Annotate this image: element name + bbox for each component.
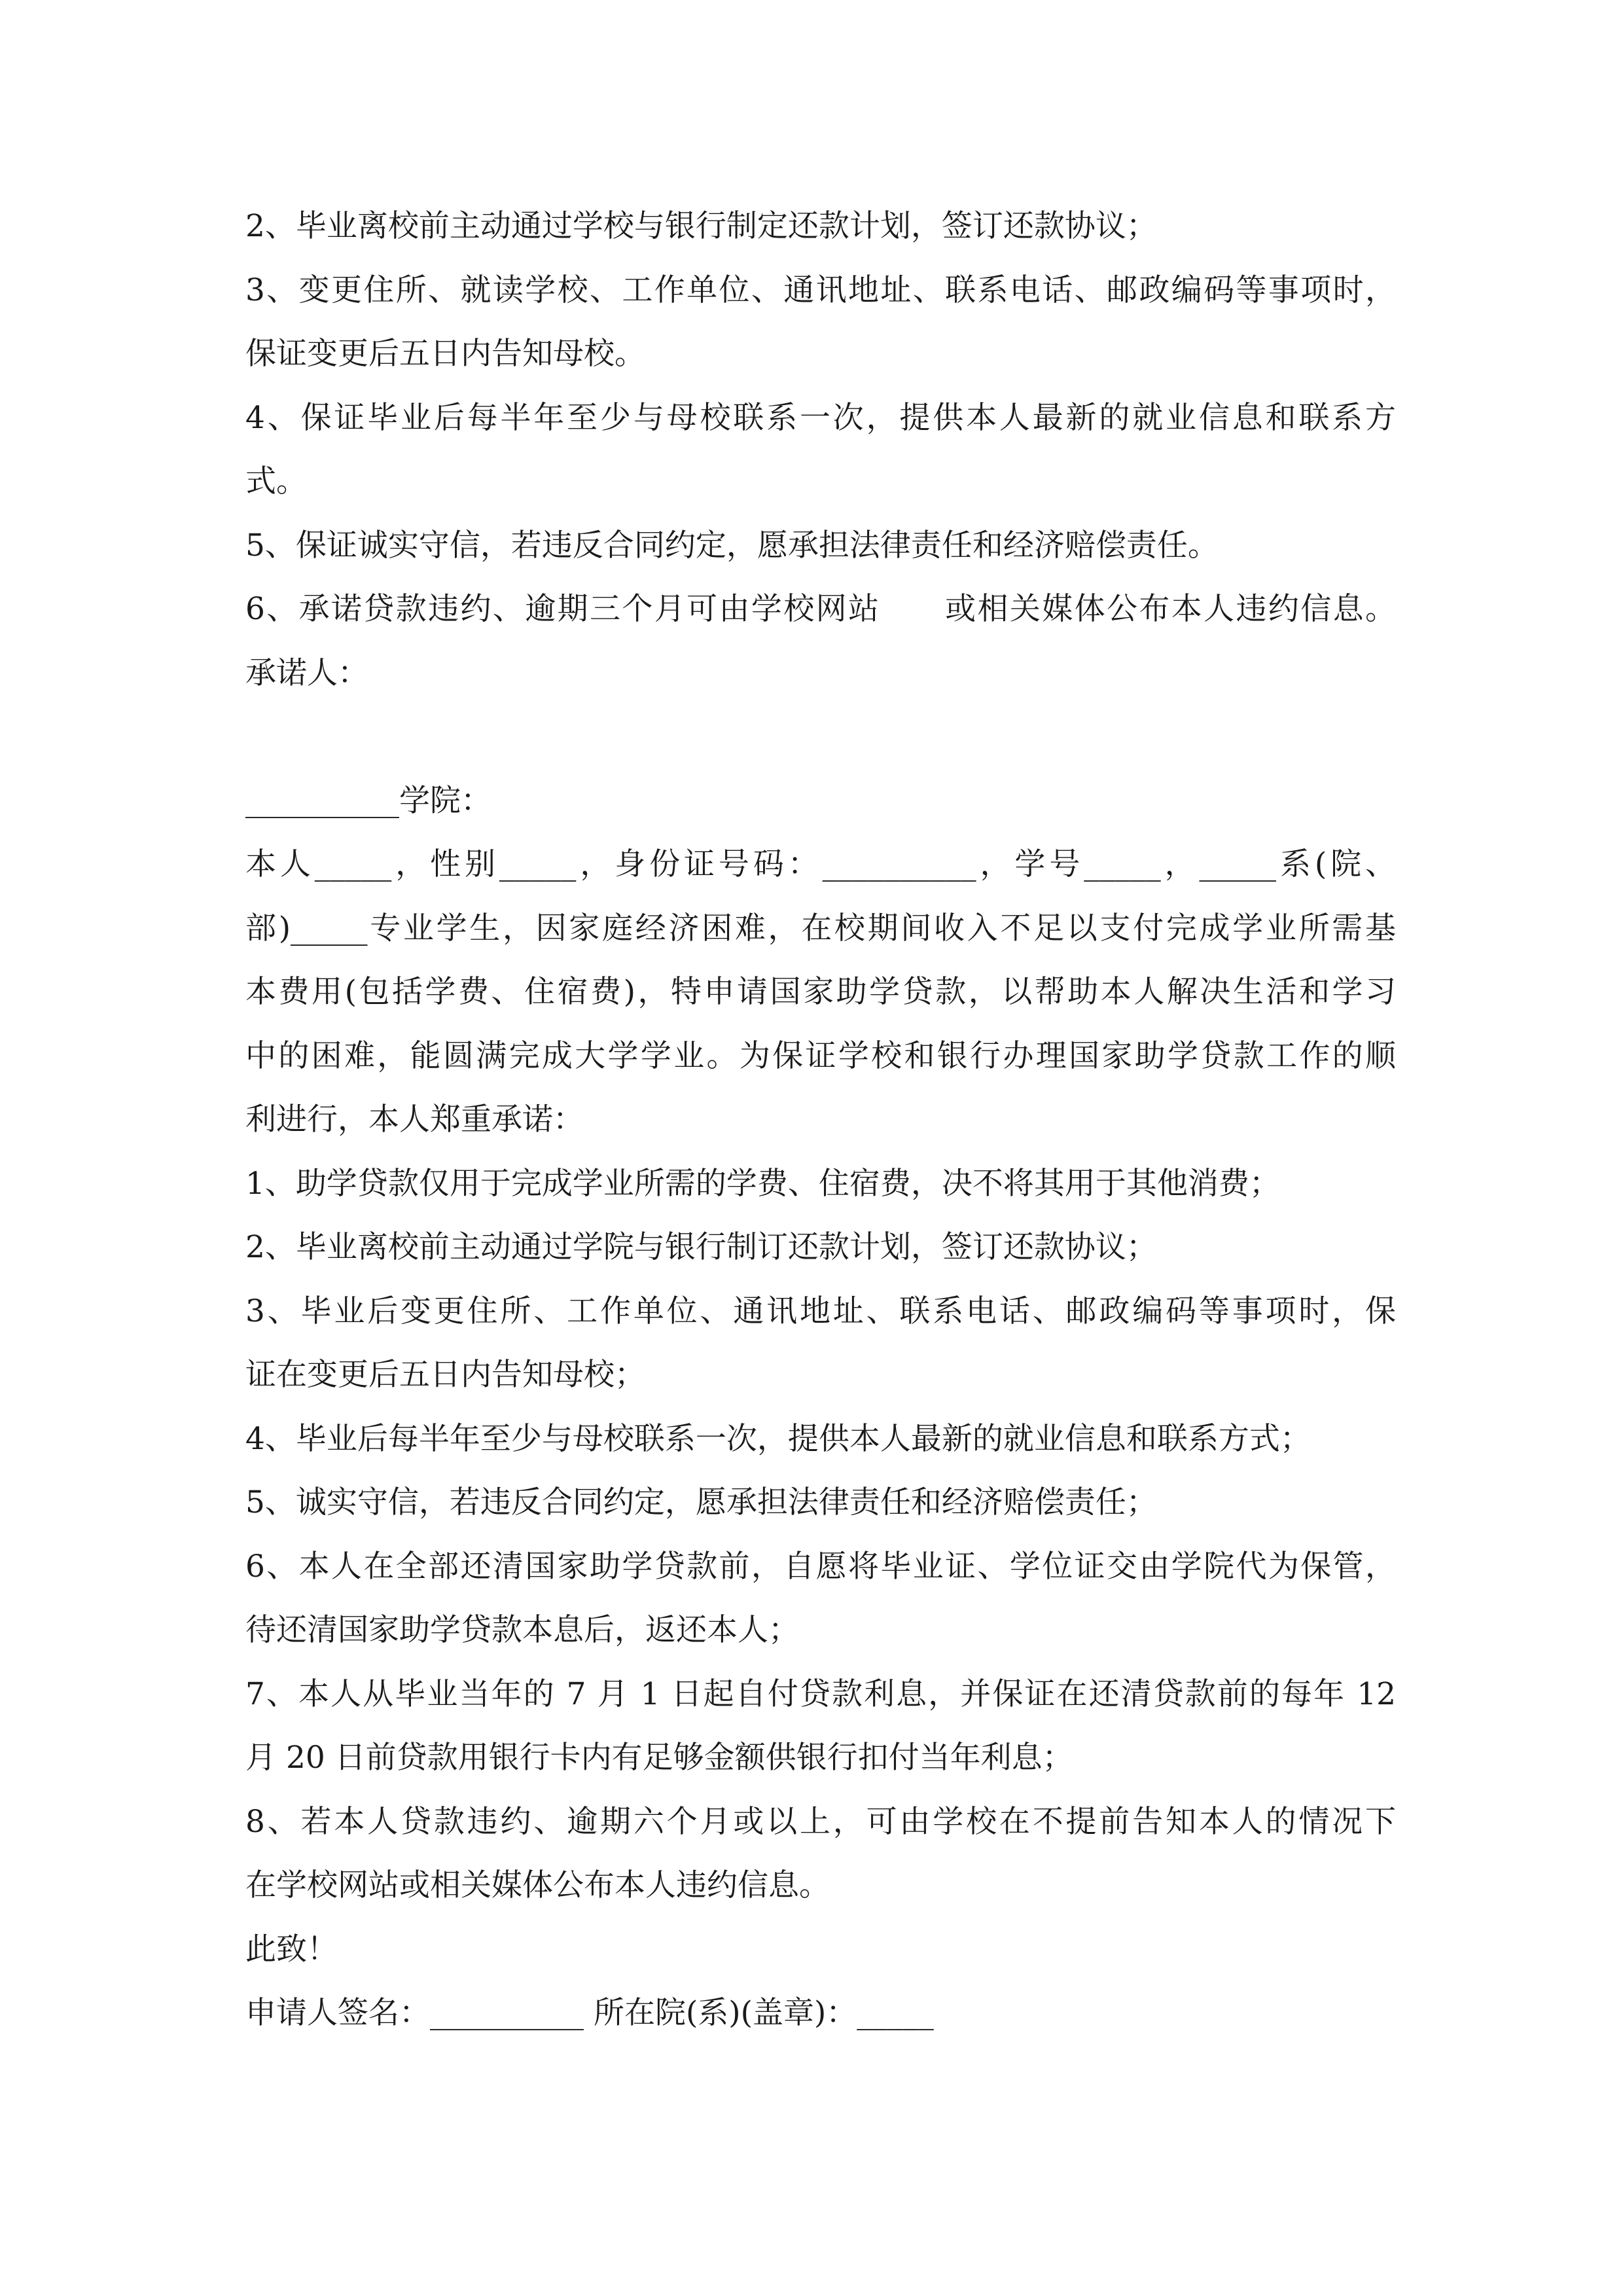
intro-line: 本费用(包括学费、住宿费)，特申请国家助学贷款，以帮助本人解决生活和学习	[245, 974, 1396, 1010]
signature-line: 申请人签名：__________ 所在院(系)(盖章)：_____	[245, 1995, 934, 2031]
application-item: 6、本人在全部还清国家助学贷款前，自愿将毕业证、学位证交由学院代为保管，	[245, 1548, 1396, 1585]
document-body	[245, 194, 1396, 2045]
application-item: 待还清国家助学贷款本息后，返还本人；	[245, 1612, 799, 1648]
application-item: 在学校网站或相关媒体公布本人违约信息。	[245, 1867, 830, 1903]
application-section	[245, 769, 1396, 2045]
commitment-section	[245, 194, 1396, 705]
closing-line: 此致！	[245, 1931, 338, 1967]
application-item: 证在变更后五日内告知母校；	[245, 1357, 645, 1393]
intro-line: 部)_____专业学生，因家庭经济困难，在校期间收入不足以支付完成学业所需基	[245, 910, 1396, 946]
application-item: 7、本人从毕业当年的 7 月 1 日起自付贷款利息，并保证在还清贷款前的每年 12	[245, 1676, 1396, 1712]
application-item: 5、诚实守信，若违反合同约定，愿承担法律责任和经济赔偿责任；	[245, 1484, 1157, 1520]
commitment-item: 3、变更住所、就读学校、工作单位、通讯地址、联系电话、邮政编码等事项时，	[245, 272, 1396, 308]
signer-label: 承诺人：	[245, 655, 368, 691]
application-item: 3、毕业后变更住所、工作单位、通讯地址、联系电话、邮政编码等事项时，保	[245, 1293, 1396, 1329]
application-item: 2、毕业离校前主动通过学院与银行制订还款计划，签订还款协议；	[245, 1229, 1157, 1265]
application-item: 4、毕业后每半年至少与母校联系一次，提供本人最新的就业信息和联系方式；	[245, 1420, 1311, 1457]
commitment-item: 5、保证诚实守信，若违反合同约定，愿承担法律责任和经济赔偿责任。	[245, 527, 1219, 564]
commitment-item: 2、毕业离校前主动通过学校与银行制定还款计划，签订还款协议；	[245, 208, 1157, 244]
commitment-item: 式。	[245, 463, 307, 499]
addressee-line: __________学院：	[245, 782, 491, 819]
application-item: 月 20 日前贷款用银行卡内有足够金额供银行扣付当年利息；	[245, 1740, 1073, 1776]
intro-line: 本人_____，性别_____，身份证号码：__________，学号_____，_____系(院、	[245, 846, 1396, 882]
intro-line: 中的困难，能圆满完成大学学业。为保证学校和银行办理国家助学贷款工作的顺	[245, 1037, 1396, 1074]
application-item: 8、若本人贷款违约、逾期六个月或以上，可由学校在不提前告知本人的情况下	[245, 1803, 1396, 1840]
commitment-item: 6、承诺贷款违约、逾期三个月可由学校网站 或相关媒体公布本人违约信息。	[245, 591, 1396, 627]
intro-line: 利进行，本人郑重承诺：	[245, 1102, 584, 1138]
commitment-item: 4、保证毕业后每半年至少与母校联系一次，提供本人最新的就业信息和联系方	[245, 399, 1396, 436]
application-item: 1、助学贷款仅用于完成学业所需的学费、住宿费，决不将其用于其他消费；	[245, 1165, 1280, 1202]
paragraph-spacer	[245, 705, 1396, 769]
commitment-item: 保证变更后五日内告知母校。	[245, 336, 645, 372]
